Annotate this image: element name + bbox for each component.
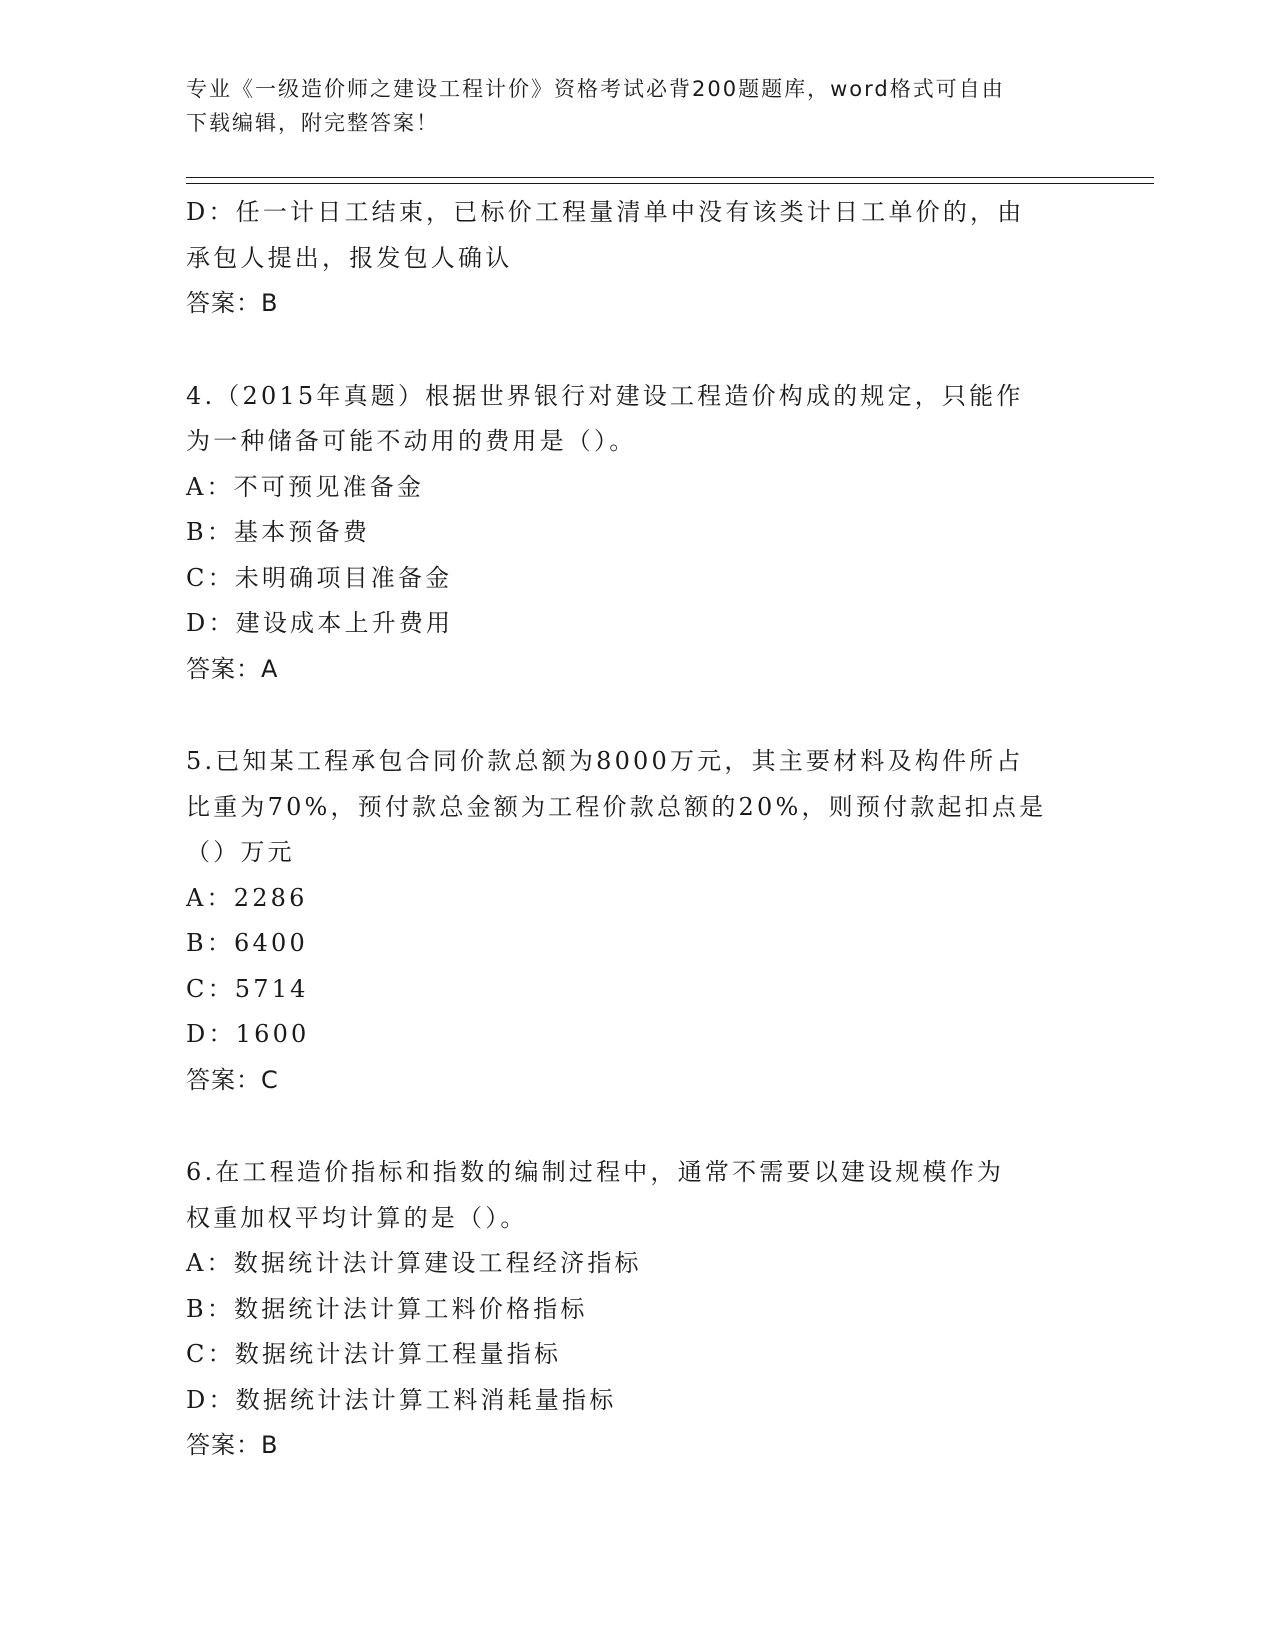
spacer — [186, 1103, 1086, 1150]
question-stem-line: （）万元 — [186, 838, 295, 866]
answer-line: 答案：A — [186, 654, 279, 683]
header-line-1: 专业《一级造价师之建设工程计价》资格考试必背200题题库，word格式可自由 — [186, 77, 1005, 101]
option-d: D：1600 — [186, 1020, 310, 1048]
answer-line: 答案：B — [186, 289, 279, 317]
question-stem-line: 5.已知某工程承包合同价款总额为8000万元，其主要材料及构件所占 — [186, 747, 1024, 775]
answer-line: 答案：C — [186, 1065, 279, 1094]
option-b: B：6400 — [186, 929, 308, 957]
question-stem-line: 为一种储备可能不动用的费用是（）。 — [186, 427, 637, 455]
header-divider-top — [186, 177, 1154, 178]
spacer — [186, 327, 1086, 374]
header-line-2: 下载编辑，附完整答案！ — [186, 111, 439, 135]
question-stem-line: 比重为70%，预付款总金额为工程价款总额的20%，则预付款起扣点是 — [186, 792, 1047, 821]
option-d-line-2: 承包人提出，报发包人确认 — [186, 243, 513, 272]
header-divider-bottom — [186, 183, 1154, 184]
question-stem-line: 6.在工程造价指标和指数的编制过程中，通常不需要以建设规模作为 — [186, 1158, 1005, 1186]
option-d: D：数据统计法计算工料消耗量指标 — [186, 1385, 617, 1414]
question-stem-line: 4.（2015年真题）根据世界银行对建设工程造价构成的规定，只能作 — [186, 381, 1024, 410]
option-a: A：数据统计法计算建设工程经济指标 — [186, 1249, 642, 1277]
answer-line: 答案：B — [186, 1431, 279, 1459]
question-continued — [186, 190, 1086, 327]
document-header — [186, 72, 1086, 140]
option-a: A：不可预见准备金 — [186, 472, 425, 501]
option-d: D：建设成本上升费用 — [186, 609, 454, 637]
option-b: B：基本预备费 — [186, 518, 371, 546]
option-a: A：2286 — [186, 883, 308, 912]
option-c: C：数据统计法计算工程量指标 — [186, 1340, 562, 1368]
spacer — [186, 692, 1086, 739]
question-6 — [186, 1150, 1086, 1469]
option-d-line-1: D：任一计日工结束，已标价工程量清单中没有该类计日工单价的，由 — [186, 198, 1025, 226]
question-4 — [186, 374, 1086, 693]
question-stem-line: 权重加权平均计算的是（）。 — [186, 1203, 528, 1232]
option-c: C：5714 — [186, 974, 309, 1003]
option-b: B：数据统计法计算工料价格指标 — [186, 1294, 588, 1323]
option-c: C：未明确项目准备金 — [186, 563, 453, 592]
document-body — [186, 190, 1086, 1469]
question-5 — [186, 739, 1086, 1103]
